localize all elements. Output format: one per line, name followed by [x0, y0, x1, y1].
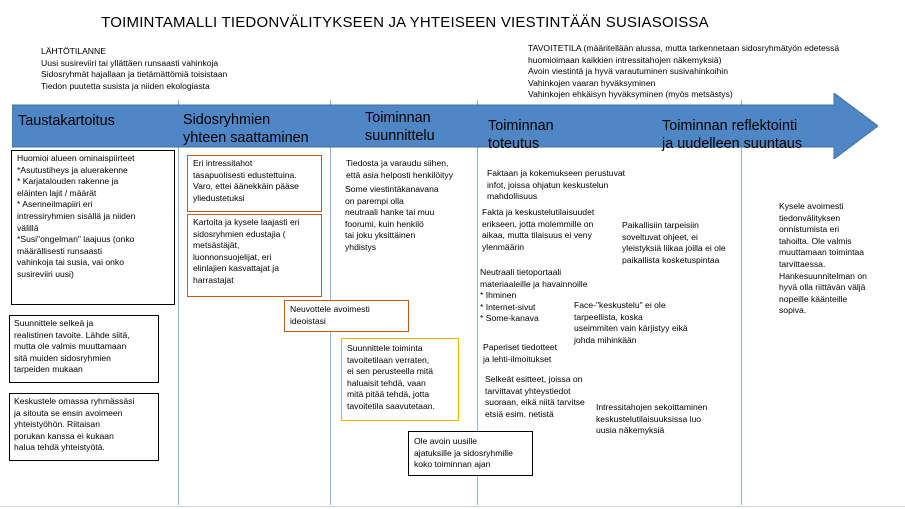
text-line: Sidosryhmien [183, 112, 271, 128]
text-selkeat [485, 374, 585, 420]
text-line: määrällisesti runsaasti [17, 245, 103, 256]
text-line: *Asutustiheys ja aluerakenne [17, 164, 128, 175]
text-line: *Susi"ongelman" laajuus (onko [17, 234, 135, 245]
text-line: Some viestintäkanavana [345, 184, 439, 194]
text-line: Tiedosta ja varaudu siihen, [346, 158, 449, 168]
box-huomioi [11, 150, 175, 305]
text-line: Hankesuunnitelman on [779, 270, 867, 281]
text-line: porukan kanssa ei kukaan [14, 430, 114, 441]
text-line: tavoitetila saavutetaan. [347, 400, 435, 411]
text-line: Uusi susireviiri tai yllättäen runsaasti vahinkoja [41, 57, 219, 68]
text-line: foorumi, kuin henkilö [345, 218, 424, 229]
text-line: elinlajien kasvattajat ja [193, 263, 279, 274]
text-line: ei sen perusteella mitä [347, 366, 433, 377]
text-line: on parempi olla [345, 195, 404, 206]
text-line: Neutraali tietoportaali [480, 267, 562, 277]
box-neuvottele [284, 300, 409, 332]
text-line: Faktaan ja kokemukseen perustuvat [487, 168, 626, 178]
box-ole-avoin [408, 431, 533, 476]
text-line: tavoitetilaan verraten, [347, 354, 430, 365]
text-line: tasapuolisesti edustettuina. [193, 169, 297, 180]
text-line: etsiä esim. netistä [485, 408, 554, 419]
text-line: tai joku yksittäinen [345, 230, 416, 241]
lahtotilanne-heading: LÄHTÖTILANNE [41, 46, 106, 56]
text-face [574, 300, 688, 346]
text-line: suoraan, eikä niitä tarvitse [485, 397, 585, 408]
phase-suunnittelu [365, 109, 435, 145]
text-paperiset [483, 342, 557, 365]
text-line: Vahinkojen ehkäisyn hyväksyminen (myös metsästys) [528, 89, 733, 100]
text-line: tarvittaessa. [779, 258, 826, 269]
text-line: infot, joissa ohjatun keskustelun [487, 179, 609, 190]
text-line: mitä pitää tehdä, jotta [347, 389, 430, 400]
text-line: Paperiset tiedotteet [483, 342, 558, 352]
text-line: soveltuvat ohjeet, ei [622, 231, 698, 242]
text-line: Keskustele omassa ryhmässäsi [14, 396, 135, 406]
text-line: Suunnittele selkeä ja [14, 318, 94, 328]
divider-1 [178, 100, 179, 505]
bottom-border [0, 506, 905, 507]
text-line: Paikallisiin tarpeisiin [622, 220, 699, 230]
divider-4 [741, 100, 742, 505]
text-line: Intressitahojen sekoittaminen [596, 402, 708, 412]
text-line: halua tehdä yhteistyötä. [14, 442, 105, 453]
phase-reflektointi [662, 117, 802, 153]
text-intressitahojen [596, 402, 707, 437]
text-line: että asia helposti henkilöityy [346, 169, 454, 180]
text-line: ajatuksille ja sidosryhmille [414, 447, 513, 458]
text-line: yhdistys [345, 241, 377, 252]
text-paikallisiin [622, 220, 726, 266]
text-line: * Ihminen [480, 290, 517, 301]
text-line: välillä [17, 222, 39, 233]
text-line: vahinkoja tai susia, vai onko [17, 257, 125, 268]
box-suunnittele-toiminta [341, 338, 459, 421]
text-line: Varo, ettei äänekkäin pääse [193, 181, 299, 192]
text-neutraali [480, 267, 588, 325]
text-line: Selkeät esitteet, joissa on [485, 374, 583, 384]
text-line: Avoin viestintä ja hyvä varautuminen susivahinkoihin [528, 66, 728, 77]
text-line: sidosryhmien edustajia ( [193, 228, 286, 239]
text-line: * Asenneilmapiiri eri [17, 199, 93, 210]
text-line: Huomioi alueen ominaispiirteet [17, 153, 135, 163]
text-line: johda mihinkään [574, 334, 637, 345]
text-line: mutta ole valmis muuttamaan [14, 341, 127, 352]
text-line: materiaaleille ja havainnoille [480, 278, 588, 289]
lahtotilanne-block [41, 46, 227, 92]
text-line: Toiminnan [488, 118, 554, 134]
text-line: hyvä olla riittävän väljä [779, 282, 866, 293]
text-line: eläinten lajit / määrät [17, 187, 97, 198]
text-line: koko toiminnan ajan [414, 459, 491, 470]
text-line: susireviiri uusi) [17, 268, 74, 279]
text-line: Neuvottele avoimesti [290, 304, 370, 314]
text-line: keskustelutilaisuuksissa luo [596, 413, 702, 424]
text-line: neutraali hanke tai muu [345, 207, 435, 218]
box-suunnittele-tavoite [9, 315, 159, 383]
box-kartoita [187, 214, 322, 297]
text-line: * Internet-sivut [480, 301, 536, 312]
text-line: yhteistyöhön. Riitaisan [14, 419, 100, 430]
text-line: Ole avoin uusille [414, 436, 478, 446]
text-line: tiedonvälityksen [779, 212, 841, 223]
text-line: Kysele avoimesti [779, 201, 844, 211]
text-line: Toiminnan [365, 110, 431, 126]
box-keskustele [9, 393, 159, 461]
text-line: ylenmäärin [482, 241, 525, 252]
text-line: Suunnittele toiminta [347, 343, 423, 353]
text-line: useimmiten vain kärjistyy eikä [574, 323, 688, 334]
text-line: sopiva. [779, 305, 807, 316]
text-line: Eri intressitahot [193, 158, 253, 168]
text-line: uusia näkemyksiä [596, 425, 665, 436]
text-line: mahdollisuus [487, 191, 538, 202]
text-line: Face-"keskustelu" ei ole [574, 300, 666, 310]
text-faktaan [487, 168, 625, 203]
phase-sidosryhmien [183, 111, 309, 147]
text-line: yliedustetuksi [193, 192, 245, 203]
text-line: onnistumista eri [779, 224, 840, 235]
text-line: yhteen saattaminen [183, 130, 309, 146]
text-line: toteutus [488, 136, 540, 152]
phase-toteutus [488, 117, 554, 153]
text-line: luonnonsuojelijat, eri [193, 251, 272, 262]
text-line: paikallista kosketuspintaa [622, 254, 720, 265]
text-kysele [779, 201, 867, 317]
text-line: tarpeellista, koska [574, 311, 643, 322]
diagram-title: TOIMINTAMALLI TIEDONVÄLITYKSEEN JA YHTEISEEN VIESTINTÄÄN SUSIASOISSA [101, 14, 709, 31]
box-eri-intressitahot [187, 155, 322, 212]
text-line: nopeille käänteille [779, 293, 848, 304]
text-line: sitä muiden sidosryhmien [14, 352, 111, 363]
text-tiedosta [346, 158, 453, 181]
text-line: ideoistasi [290, 315, 326, 326]
text-line: * Karjatalouden rakenne ja [17, 176, 119, 187]
text-line: erikseen, jotta molemmille on [482, 218, 594, 229]
text-fakta-ja [482, 207, 594, 253]
text-line: Toiminnan reflektointi [662, 118, 798, 134]
phase-taustakartoitus: Taustakartoitus [18, 113, 115, 129]
text-line: Tiedon puutetta susista ja niiden ekologiasta [41, 80, 210, 91]
text-line: muuttamaan toimintaa [779, 247, 865, 258]
text-line: yleistyksiä liikaa joilla ei ole [622, 243, 726, 254]
text-line: TAVOITETILA (määritellään alussa, mutta tarkennetaan sidosryhmätyön edetessä [528, 43, 840, 53]
text-line: ja sitouta se ensin avoimeen [14, 407, 123, 418]
text-line: Vahinkojen vaaran hyväksyminen [528, 77, 656, 88]
text-line: harrastajat [193, 274, 234, 285]
text-line: aikaa, mutta tilaisuus ei veny [482, 230, 592, 241]
text-line: huomioimaan kaikkien intressitahojen näkemyksiä) [528, 54, 722, 65]
text-line: Kartoita ja kysele laajasti eri [193, 217, 300, 227]
text-line: ja uudelleen suuntaus [662, 136, 803, 152]
text-some [345, 184, 439, 254]
text-line: Sidosryhmät hajallaan ja tietämättömiä toisistaan [41, 69, 228, 80]
text-line: intressiryhmien sisällä ja niiden [17, 210, 136, 221]
text-line: ja lehti-ilmoitukset [483, 353, 552, 364]
text-line: suunnittelu [365, 128, 435, 144]
text-line: * Some-kanava [480, 313, 539, 324]
text-line: tahoilta. Ole valmis [779, 235, 852, 246]
text-line: metsästäjät, [193, 240, 240, 251]
text-line: tarvittavat yhteystiedot [485, 385, 571, 396]
text-line: haluaisit tehdä, vaan [347, 377, 426, 388]
text-line: realistinen tavoite. Lähde siitä, [14, 329, 130, 340]
lahtotilanne-lines [41, 58, 227, 93]
text-line: tarpeiden mukaan [14, 364, 83, 375]
text-line: Fakta ja keskustelutilaisuudet [482, 207, 595, 217]
